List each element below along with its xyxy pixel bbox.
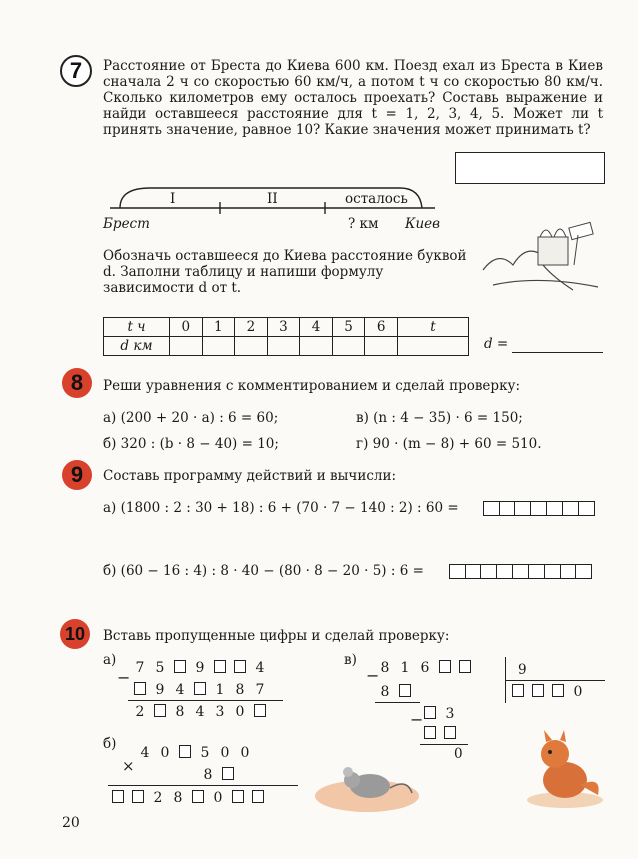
task-number: 7 bbox=[69, 58, 83, 83]
table-cell[interactable] bbox=[202, 337, 235, 356]
table-cell: d км bbox=[104, 337, 170, 356]
answer-cells[interactable] bbox=[450, 564, 592, 579]
missing-digit-box[interactable] bbox=[552, 684, 564, 697]
digit: 0 bbox=[240, 745, 250, 761]
segment-1-label: I bbox=[170, 191, 176, 207]
equation-b: б) 320 : (b · 8 − 40) = 10; bbox=[103, 436, 279, 452]
page-number: 20 bbox=[62, 815, 80, 831]
result-line bbox=[420, 744, 468, 745]
digit: 9 bbox=[155, 682, 165, 698]
digit: 4 bbox=[255, 660, 265, 676]
table-cell: t ч bbox=[104, 318, 170, 337]
digit-row bbox=[130, 660, 270, 676]
digit: 0 bbox=[235, 704, 245, 720]
missing-digit-box[interactable] bbox=[254, 704, 266, 717]
digit-row bbox=[130, 682, 270, 698]
task-9-text: Составь программу действий и вычисли: bbox=[103, 468, 396, 484]
values-table bbox=[103, 317, 469, 356]
digit: 0 bbox=[220, 745, 230, 761]
route-diagram bbox=[100, 180, 440, 240]
missing-digit-box[interactable] bbox=[424, 726, 436, 739]
digit: 1 bbox=[215, 682, 225, 698]
digit-row bbox=[135, 745, 255, 761]
missing-digit-box[interactable] bbox=[424, 706, 436, 719]
task-7-text: Расстояние от Бреста до Киева 600 км. Поезд ехал из Бреста в Киев сначала 2 ч со скоростью 60 км/ч, а потом t ч со скоростью 80 км/ч. Сколько километров ему осталось проехать? Составь выражение и найди оставшееся расстояние для t = 1, 2, 3, 4, 5. Может ли t принять значение, равное 10? Какие значения может принимать t? bbox=[103, 58, 603, 138]
label-b: б) bbox=[103, 736, 117, 752]
digit: 4 bbox=[195, 704, 205, 720]
task-number-badge bbox=[62, 368, 92, 398]
table-cell[interactable] bbox=[170, 337, 203, 356]
digit: 7 bbox=[255, 682, 265, 698]
digit: 1 bbox=[400, 660, 410, 676]
missing-digit-box[interactable] bbox=[214, 660, 226, 673]
expression-a: а) (1800 : 2 : 30 + 18) : 6 + (70 · 7 − 140 : 2) : 60 = bbox=[103, 500, 459, 516]
city-to: Киев bbox=[405, 216, 440, 232]
digit-row bbox=[108, 790, 268, 806]
result-line bbox=[108, 785, 298, 786]
table-cell: 3 bbox=[267, 318, 300, 337]
digit: 9 bbox=[195, 660, 205, 676]
table-cell: 5 bbox=[332, 318, 365, 337]
digit: 4 bbox=[140, 745, 150, 761]
segment-3-label: осталось bbox=[345, 191, 408, 207]
table-cell[interactable] bbox=[235, 337, 268, 356]
task-number: 8 bbox=[70, 370, 84, 395]
table-row bbox=[104, 318, 469, 337]
table-cell: 2 bbox=[235, 318, 268, 337]
formula-label: d = bbox=[484, 336, 509, 352]
division-line bbox=[505, 680, 605, 681]
digit: 7 bbox=[135, 660, 145, 676]
task-number: 10 bbox=[64, 624, 86, 644]
table-cell[interactable] bbox=[398, 337, 469, 356]
divisor: 9 bbox=[518, 662, 527, 678]
digit: 5 bbox=[200, 745, 210, 761]
result-line bbox=[128, 700, 283, 701]
unknown-distance: ? км bbox=[348, 216, 379, 232]
answer-box[interactable] bbox=[455, 152, 605, 184]
label-a: а) bbox=[103, 652, 117, 668]
task-8-text: Реши уравнения с комментированием и сделай проверку: bbox=[103, 378, 520, 394]
digit-row bbox=[375, 684, 415, 700]
missing-digit-box[interactable] bbox=[222, 767, 234, 780]
digit: 3 bbox=[445, 706, 455, 722]
minus-sign: − bbox=[410, 710, 424, 729]
task-number-badge bbox=[60, 619, 90, 649]
digit: 0 bbox=[160, 745, 170, 761]
missing-digit-box[interactable] bbox=[459, 660, 471, 673]
equation-v: в) (n : 4 − 35) · 6 = 150; bbox=[356, 410, 523, 426]
equation-g: г) 90 · (m − 8) + 60 = 510. bbox=[356, 436, 542, 452]
minus-sign: − bbox=[117, 668, 131, 687]
city-from: Брест bbox=[103, 216, 150, 232]
table-cell: 4 bbox=[300, 318, 333, 337]
missing-digit-box[interactable] bbox=[112, 790, 124, 803]
task-number-badge bbox=[60, 55, 92, 87]
digit-row bbox=[420, 706, 460, 722]
label-v: в) bbox=[344, 652, 357, 668]
missing-digit-box[interactable] bbox=[444, 726, 456, 739]
missing-digit-box[interactable] bbox=[439, 660, 451, 673]
minus-sign: − bbox=[366, 666, 380, 685]
missing-digit-box[interactable] bbox=[132, 790, 144, 803]
result-line bbox=[375, 702, 420, 703]
missing-digit-box[interactable] bbox=[512, 684, 524, 697]
table-cell: 6 bbox=[365, 318, 398, 337]
table-cell[interactable] bbox=[300, 337, 333, 356]
table-cell: 0 bbox=[170, 318, 203, 337]
missing-digit-box[interactable] bbox=[232, 790, 244, 803]
missing-digit-box[interactable] bbox=[174, 660, 186, 673]
missing-digit-box[interactable] bbox=[234, 660, 246, 673]
segment-2-label: II bbox=[267, 191, 278, 207]
digit: 2 bbox=[135, 704, 145, 720]
task-number: 9 bbox=[70, 462, 84, 487]
mouse-illustration bbox=[312, 758, 422, 816]
formula-answer-line[interactable] bbox=[512, 352, 603, 353]
table-row bbox=[104, 337, 469, 356]
missing-digit-box[interactable] bbox=[252, 790, 264, 803]
table-cell[interactable] bbox=[267, 337, 300, 356]
table-cell[interactable] bbox=[365, 337, 398, 356]
digit: 4 bbox=[175, 682, 185, 698]
missing-digit-box[interactable] bbox=[154, 704, 166, 717]
digit: 8 bbox=[380, 684, 390, 700]
digit: 3 bbox=[215, 704, 225, 720]
missing-digit-box[interactable] bbox=[194, 682, 206, 695]
expression-b: б) (60 − 16 : 4) : 8 · 40 − (80 · 8 − 20 · 5) : 6 = bbox=[103, 563, 424, 579]
digit: 0 bbox=[213, 790, 223, 806]
missing-digit-box[interactable] bbox=[179, 745, 191, 758]
digit: 2 bbox=[153, 790, 163, 806]
digit: 6 bbox=[420, 660, 430, 676]
table-cell[interactable] bbox=[332, 337, 365, 356]
digit-row bbox=[508, 684, 588, 700]
times-sign: × bbox=[122, 757, 135, 775]
table-cell: 1 bbox=[202, 318, 235, 337]
equation-a: а) (200 + 20 · a) : 6 = 60; bbox=[103, 410, 279, 426]
digit: 8 bbox=[235, 682, 245, 698]
digit: 0 bbox=[573, 684, 583, 700]
missing-digit-box[interactable] bbox=[532, 684, 544, 697]
digit: 8 bbox=[203, 767, 213, 783]
digit-row bbox=[375, 660, 475, 676]
missing-digit-box[interactable] bbox=[134, 682, 146, 695]
digit-row bbox=[130, 704, 270, 720]
missing-digit-box[interactable] bbox=[399, 684, 411, 697]
table-cell: t bbox=[398, 318, 469, 337]
digit-row bbox=[420, 726, 460, 742]
digit: 8 bbox=[175, 704, 185, 720]
answer-cells[interactable] bbox=[484, 501, 595, 516]
digit-row bbox=[198, 767, 238, 783]
task-7-instruction: Обозначь оставшееся до Киева расстояние буквой d. Заполни таблицу и напиши формулу зависимости d от t. bbox=[103, 248, 467, 296]
fox-illustration bbox=[520, 730, 605, 810]
task-10-text: Вставь пропущенные цифры и сделай проверку: bbox=[103, 628, 450, 644]
digit: 5 bbox=[155, 660, 165, 676]
digit: 8 bbox=[380, 660, 390, 676]
task-number-badge bbox=[62, 460, 92, 490]
missing-digit-box[interactable] bbox=[192, 790, 204, 803]
kiev-illustration bbox=[478, 215, 603, 295]
digit: 8 bbox=[173, 790, 183, 806]
remainder: 0 bbox=[454, 746, 463, 762]
